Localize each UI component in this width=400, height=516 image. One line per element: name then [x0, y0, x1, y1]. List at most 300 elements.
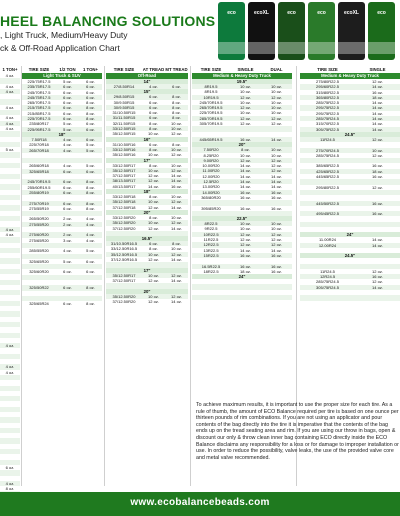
column-header: SINGLE [237, 67, 254, 72]
table-header [106, 66, 188, 73]
table-cell: 10 oz. [271, 89, 282, 95]
table-cell: 35/12.50R20 [112, 220, 136, 226]
rim-size-header: 24" [192, 274, 292, 279]
table-cell: 295/75R22.5 [316, 110, 339, 116]
table-cell: 285/70R19.5 [199, 115, 223, 121]
table-cell: 12 oz. [148, 204, 159, 210]
table-cell: 8 oz. [149, 214, 158, 220]
table-cell: 4 oz. [5, 480, 15, 486]
table-cell: 7.50R18 [31, 136, 47, 142]
table-cell: 445/50R22.5 [316, 200, 339, 206]
table-cell: 14 oz. [171, 257, 182, 263]
table-row [106, 262, 188, 267]
table-cell: 10 oz. [240, 152, 251, 158]
table-cell: 365/80R22.5 [316, 94, 339, 100]
category-header: Off-Road [106, 73, 188, 79]
table-cell: 10 oz. [171, 194, 182, 200]
table-cell: 6 oz. [63, 168, 72, 174]
table-cell: 12 oz. [171, 152, 182, 158]
column-header: TIRE SIZE [113, 67, 135, 72]
table-cell: 12.00R20 [202, 173, 220, 179]
table-cell: 12 oz. [171, 293, 182, 299]
table-cell: 6 oz. [63, 100, 72, 106]
table-cell: 12 oz. [171, 220, 182, 226]
table-cell: 4 oz. [63, 163, 72, 169]
table-cell: 37/12.50R20 [112, 298, 136, 304]
table-cell [300, 295, 338, 300]
table-cell: 8 oz. [86, 189, 95, 195]
table-cell: 12 oz. [148, 277, 159, 283]
divider [104, 66, 105, 486]
table-cell: 8 oz. [86, 205, 95, 211]
table-cell [261, 300, 292, 305]
table-cell [192, 300, 230, 305]
table-cell: 4 oz. [5, 125, 15, 131]
table-cell: 16 oz. [372, 89, 383, 95]
table-cell: 10 oz. [148, 293, 159, 299]
table-cell: 8 oz. [149, 194, 158, 200]
table-cell: 265/50R20 [29, 216, 49, 222]
table-cell: 14 oz. [372, 284, 383, 290]
table-cell: 255/80R19 [29, 189, 49, 195]
table-cell: 6 oz. [86, 126, 95, 132]
product-bag [308, 2, 335, 60]
table-cell: 6 oz. [63, 84, 72, 90]
table-cell: 13R22.5 [203, 247, 219, 253]
rim-size-header: 19.5" [192, 79, 292, 84]
table-cell: 35/12.50R18 [112, 199, 136, 205]
table-cell: 10 oz. [372, 147, 383, 153]
page-title: HEEL BALANCING SOLUTIONS [0, 13, 216, 29]
table-cell: 275/60R20 [29, 232, 49, 238]
table-cell: 8 oz. [86, 301, 95, 307]
table-cell: 6 oz. [149, 115, 158, 121]
table-cell: 8R19.5 [204, 89, 218, 95]
table-cell: 33/12.50R16.5 [110, 246, 138, 252]
table-cell: 16 oz. [271, 189, 282, 195]
table-cell: 10 oz. [171, 146, 182, 152]
table-cell: 30/9.50R15 [113, 104, 135, 110]
table-cell: 285/75R22.5 [316, 100, 339, 106]
table-cell: 4 oz. [63, 147, 72, 153]
table-cell: 14 oz. [271, 173, 282, 179]
table-cell: 14 oz. [271, 184, 282, 190]
table-cell: 10 oz. [148, 131, 159, 137]
table-cell: 33/12.50R18 [112, 194, 136, 200]
table-cell: 5 oz. [63, 121, 72, 127]
table-cell: 14 oz. [171, 173, 182, 179]
table-cell: 10 oz. [240, 84, 251, 89]
table-cell: 6 oz. [63, 285, 72, 291]
table-cell: 3 oz. [63, 237, 72, 243]
table-cell: 6 oz. [5, 464, 15, 470]
table-cell: 35/12.50R16.5 [110, 251, 138, 257]
rim-size-header: 18" [106, 189, 188, 194]
table-cell: 12 oz. [271, 157, 282, 163]
table-cell: 285/75R24.5 [316, 116, 339, 122]
table-cell: 14 oz. [372, 84, 383, 90]
table-cell: 14 oz. [171, 277, 182, 283]
table-cell: 5 oz. [63, 258, 72, 264]
table-cell: 14 oz. [372, 242, 383, 248]
rim-size-header: 20" [106, 210, 188, 215]
table-header [22, 66, 102, 73]
table-cell: 16 oz. [372, 211, 383, 217]
table-cell: 8 oz. [149, 126, 158, 132]
table-cell: 10 oz. [271, 105, 282, 111]
table-cell: 37/12.50R16.5 [110, 257, 138, 263]
table-cell: 8 oz. [172, 104, 181, 110]
table-cell: 8 oz. [149, 120, 158, 126]
table-cell: 31/11.50R15 [112, 115, 136, 121]
table-cell [165, 283, 188, 288]
table-cell: 16 oz. [372, 200, 383, 206]
table-cell: 10 oz. [240, 110, 251, 116]
rim-size-header: 24.5" [300, 253, 400, 258]
column-header: 1 TON+ [82, 67, 99, 72]
table-cell: 16 oz. [240, 252, 251, 258]
bag-label: eco [287, 10, 296, 16]
table-cell [106, 231, 142, 236]
table-cell: 315/70R22.5 [316, 121, 339, 127]
table-cell: 30/9.50R15 [113, 99, 135, 105]
table-cell: 8.25R20 [203, 152, 219, 158]
table-cell: 6 oz. [149, 141, 158, 147]
column-header: 1/2 TON [59, 67, 76, 72]
table-cell: 8 oz. [86, 100, 95, 106]
table-row [192, 300, 292, 305]
table-cell: 8R22.5 [204, 221, 218, 227]
table-cell [106, 283, 142, 288]
product-bag [248, 2, 275, 60]
table-cell: 18 oz. [372, 94, 383, 100]
table-cell: 8 oz. [86, 116, 95, 122]
table-cell: 4 oz. [5, 120, 15, 126]
rim-size-header: 14" [106, 79, 188, 84]
table-cell: 10 oz. [171, 246, 182, 252]
table-cell: 10 oz. [271, 226, 282, 232]
table-cell: 37/12.50R20 [112, 225, 136, 231]
table-cell: 12 oz. [271, 168, 282, 174]
table-cell: 245/70R19.5 [199, 99, 223, 105]
table-cell: 14 oz. [372, 100, 383, 106]
table-body [0, 73, 20, 513]
table-cell [106, 262, 142, 267]
divider [190, 66, 191, 486]
table-cell: 12 oz. [171, 131, 182, 137]
table-cell: 5 oz. [86, 147, 95, 153]
column-header: DUAL [270, 67, 283, 72]
table-cell: 14 oz. [240, 179, 251, 185]
table-cell: 225/70R17.5 [27, 116, 51, 122]
table-cell: 33/12.50R20 [112, 214, 136, 220]
table-cell: 35/12.50R15 [112, 131, 136, 137]
table-cell: 6 oz. [149, 110, 158, 116]
table-cell: 12 oz. [240, 157, 251, 163]
rim-size-header: 17" [106, 268, 188, 273]
table-cell: 33/12.50R17 [112, 162, 136, 168]
table-cell: 6 oz. [86, 121, 95, 127]
table-cell: 6 oz. [63, 301, 72, 307]
table-cell: 10 oz. [240, 99, 251, 105]
table-cell: 16 oz. [240, 194, 251, 200]
table-cell: 10 oz. [271, 152, 282, 158]
table-cell: 6 oz. [63, 205, 72, 211]
table-cell: 14 oz. [171, 178, 182, 184]
table-cell: 315/80R22.5 [316, 89, 339, 95]
table-cell: 12R22.5 [203, 242, 219, 248]
table-cell: 285/55R20 [29, 248, 49, 254]
table-cell: 5 oz. [5, 147, 15, 153]
table-cell: 16 oz. [372, 163, 383, 169]
table-cell: 16 oz. [240, 205, 251, 211]
table-cell: 325/65R24 [29, 301, 49, 307]
table-cell: 11R24.5 [320, 136, 335, 142]
table-cell: 16 oz. [240, 136, 251, 142]
table-cell: 6 oz. [63, 116, 72, 122]
table-cell: 16 oz. [271, 194, 282, 200]
table-cell: 425/65R22.5 [316, 168, 339, 174]
table-cell: 5 oz. [63, 126, 72, 132]
table-cell: 4 oz. [5, 369, 15, 375]
table-cell: 8 oz. [86, 105, 95, 111]
table-cell: 5 oz. [86, 163, 95, 169]
table-cell: 225/70R18 [29, 142, 49, 148]
page-header [0, 0, 400, 62]
table-cell: 265/70R19.5 [199, 105, 223, 111]
table-cell: 6 oz. [149, 104, 158, 110]
table-cell: 14 oz. [240, 163, 251, 169]
rim-size-header: 16" [106, 137, 188, 142]
table-cell: 305/70R19.5 [199, 121, 223, 127]
table-cell: 12 oz. [271, 237, 282, 243]
bag-label: ecoXL [343, 10, 359, 16]
table-cell: 8 oz. [172, 115, 181, 121]
category-header: Medium & Heavy Duty Truck [300, 73, 400, 79]
table-cell [338, 295, 369, 300]
table-cell: 35/12.50R17 [112, 272, 136, 278]
page-subtitle-line1: , Light Truck, Medium/Heavy Duty [0, 30, 128, 40]
table-cell: 325/60R20 [29, 269, 49, 275]
rim-size-header: 16.5" [106, 236, 188, 241]
table-cell: 35/12.50R16 [112, 152, 136, 158]
table-cell [165, 231, 188, 236]
table-cell: 11.00R20 [202, 168, 220, 174]
table-cell: 12 oz. [240, 237, 251, 243]
table-cell: 8 oz. [149, 246, 158, 252]
table-cell: 245/75R17.5 [27, 94, 51, 100]
website-link[interactable]: www.ecobalancebeads.com [130, 497, 270, 508]
table-cell: 8 oz. [241, 147, 250, 153]
table-cell: 14 oz. [148, 183, 159, 189]
rim-size-header: 20" [192, 142, 292, 147]
table-cell: 14 oz. [372, 105, 383, 111]
table-cell: 14 oz. [372, 116, 383, 122]
table-cell: 10 oz. [148, 251, 159, 257]
table-cell: 305/75R24.5 [316, 284, 339, 290]
table-cell: 295/80R22.5 [316, 184, 339, 190]
table-cell: 6 oz. [149, 241, 158, 247]
table-body [22, 79, 102, 306]
table-cell: 445/65R19.5 [199, 136, 223, 142]
table-cell: 325/65R18 [29, 168, 49, 174]
table-cell: 10 oz. [240, 221, 251, 227]
table-cell: 8 oz. [149, 146, 158, 152]
table-cell: 295/75R22.5 [316, 105, 339, 111]
table-cell: 265/70R17.5 [27, 100, 51, 106]
table-cell: 265/70R18 [29, 147, 49, 153]
table-cell [369, 227, 400, 232]
table-cell: 325/65R20 [29, 258, 49, 264]
table-cell: 305/75R22.5 [316, 126, 339, 132]
table-cell: 6 oz. [63, 110, 72, 116]
table-cell: 16 oz. [271, 263, 282, 269]
table-cell: 4 oz. [63, 248, 72, 254]
table-cell: 8R19.5 [204, 84, 218, 89]
table-cell: 6 oz. [86, 84, 95, 90]
table-cell: 10 oz. [271, 221, 282, 227]
table-cell: 10 oz. [171, 120, 182, 126]
table-cell: 14 oz. [372, 237, 383, 243]
table-cell: 16 oz. [372, 274, 383, 280]
product-bags [218, 2, 400, 66]
table-cell: 4 oz. [5, 364, 15, 370]
table-cell: 225/75R17.5 [27, 79, 51, 84]
table-cell: 395/85R20 [201, 205, 221, 211]
table-cell: 14.00R20 [202, 189, 220, 195]
table-cell: 4 oz. [5, 83, 15, 89]
bag-stripe [278, 42, 305, 54]
table-cell: 275/70R19 [29, 200, 49, 206]
table-cell: 12 oz. [271, 121, 282, 127]
bag-stripe [338, 42, 365, 54]
table-cell: 10R19.5 [203, 94, 219, 100]
column-header: AT TREAD [142, 67, 165, 72]
column-header: SINGLE [369, 67, 386, 72]
table-cell [142, 283, 165, 288]
table-row [106, 131, 188, 136]
table-row [106, 299, 188, 304]
bag-stripe [368, 42, 395, 54]
table-cell: 10 oz. [240, 89, 251, 95]
table-cell: 8 oz. [86, 200, 95, 206]
table-cell: 14 oz. [240, 168, 251, 174]
table-cell: 14 oz. [171, 225, 182, 231]
table-cell: 16 oz. [372, 174, 383, 180]
table-cell: 6 oz. [149, 94, 158, 100]
table-cell: 16 oz. [240, 263, 251, 269]
table-cell: 8 oz. [172, 99, 181, 105]
table-cell [369, 248, 400, 253]
table-cell: 9.00R20 [203, 157, 219, 163]
table-cell: 275/70R24.5 [316, 147, 339, 153]
table-cell: 12 oz. [372, 184, 383, 190]
table-cell: 12 oz. [171, 199, 182, 205]
table-cell: 2 oz. [63, 232, 72, 238]
table-cell: 11R24.5 [320, 268, 335, 274]
table-cell: 12 oz. [271, 242, 282, 248]
table-cell: 10 oz. [271, 110, 282, 116]
table-cell: 495/45R22.5 [316, 211, 339, 217]
bag-stripe [218, 42, 245, 54]
table-cell: 8 oz. [172, 110, 181, 116]
table-cell: 32/11.50R15 [112, 120, 136, 126]
table-cell: 12 oz. [271, 231, 282, 237]
table-cell [230, 300, 261, 305]
rim-size-header: 17" [106, 158, 188, 163]
table-cell: 12 oz. [240, 115, 251, 121]
table-cell: 6 oz. [86, 269, 95, 275]
table-cell: 10 oz. [240, 226, 251, 232]
table-cell: 12 oz. [171, 272, 182, 278]
table-cell: 12 oz. [240, 105, 251, 111]
table-cell: 8 oz. [172, 241, 181, 247]
table-cell: 12.00R24 [318, 242, 337, 248]
table-cell: 10 oz. [171, 162, 182, 168]
table-cell: 6 oz. [63, 184, 72, 190]
table-cell: 12 oz. [240, 94, 251, 100]
table-cell: 29/8.50R15 [113, 94, 135, 100]
table-cell: 6 oz. [86, 258, 95, 264]
table-cell: 12 oz. [148, 257, 159, 263]
category-header: Light Truck & SUV [22, 73, 102, 79]
table-cell: 14 oz. [171, 298, 182, 304]
table-cell: 245/70R17.5 [27, 89, 51, 95]
table-cell: 10 oz. [271, 99, 282, 105]
column-medium-heavy-1 [192, 66, 292, 306]
table-cell: 12 oz. [372, 79, 383, 84]
table-cell: 10 oz. [271, 147, 282, 153]
table-body [192, 79, 292, 306]
bag-stripe [308, 42, 335, 54]
table-cell: 275/55R19 [29, 205, 49, 211]
rim-size-header: 24.5" [300, 132, 400, 137]
table-cell: 4 oz. [86, 237, 95, 243]
table-cell: 16 oz. [271, 268, 282, 274]
table-cell: 8 oz. [86, 179, 95, 185]
table-cell: 12 oz. [171, 167, 182, 173]
rim-size-header: 22.5" [192, 216, 292, 221]
table-cell: 12 oz. [240, 242, 251, 248]
table-cell: 4 oz. [5, 115, 15, 121]
table-cell: 6 oz. [86, 94, 95, 100]
table-cell: 245/70R19.5 [27, 179, 51, 185]
table-cell: 6 oz. [63, 200, 72, 206]
table-cell: 18 oz. [240, 268, 251, 274]
table-cell: 18 oz. [372, 168, 383, 174]
table-cell: 4 oz. [86, 221, 95, 227]
table-cell: 12 oz. [271, 163, 282, 169]
column-header: TIRE SIZE [200, 67, 222, 72]
column-header: TIRE SIZE [28, 67, 50, 72]
table-header [192, 66, 292, 73]
product-bag [368, 2, 395, 60]
table-cell: 16 oz. [271, 205, 282, 211]
product-bag [278, 2, 305, 60]
table-cell: 6 oz. [149, 99, 158, 105]
table-cell: 16 oz. [171, 183, 182, 189]
table-cell: 40/13.50R17 [112, 183, 136, 189]
table-cell: 14 oz. [271, 247, 282, 253]
divider [21, 66, 22, 486]
table-row [22, 301, 102, 306]
table-cell: 4 oz. [63, 136, 72, 142]
footer [0, 492, 400, 516]
table-cell: 14 oz. [271, 179, 282, 185]
installation-notes: To achieve maximum results, it is important to use the proper size for each tire. As a rule of thumb, the amount of ECO Balance required per tire is based on one ounce per thirteen pounds of rim combinations. If you are not using an applicator and pour contents of the bag directly into the tire it is imperative that the contents of the bag ends up on the tread seating area and rim. If you are using our throw in bags, open & discount our only & throw clean inner bag containing ECO directly inside the ECO Balance disclaims any responsibility for a loss or for damage to improper installation or use. In order to reduce the possibility, valve leaks, the use of the provided valve core and metal valve recommended. [196, 402, 399, 461]
table-cell: 12 oz. [372, 279, 383, 285]
table-cell: 14 oz. [372, 121, 383, 127]
